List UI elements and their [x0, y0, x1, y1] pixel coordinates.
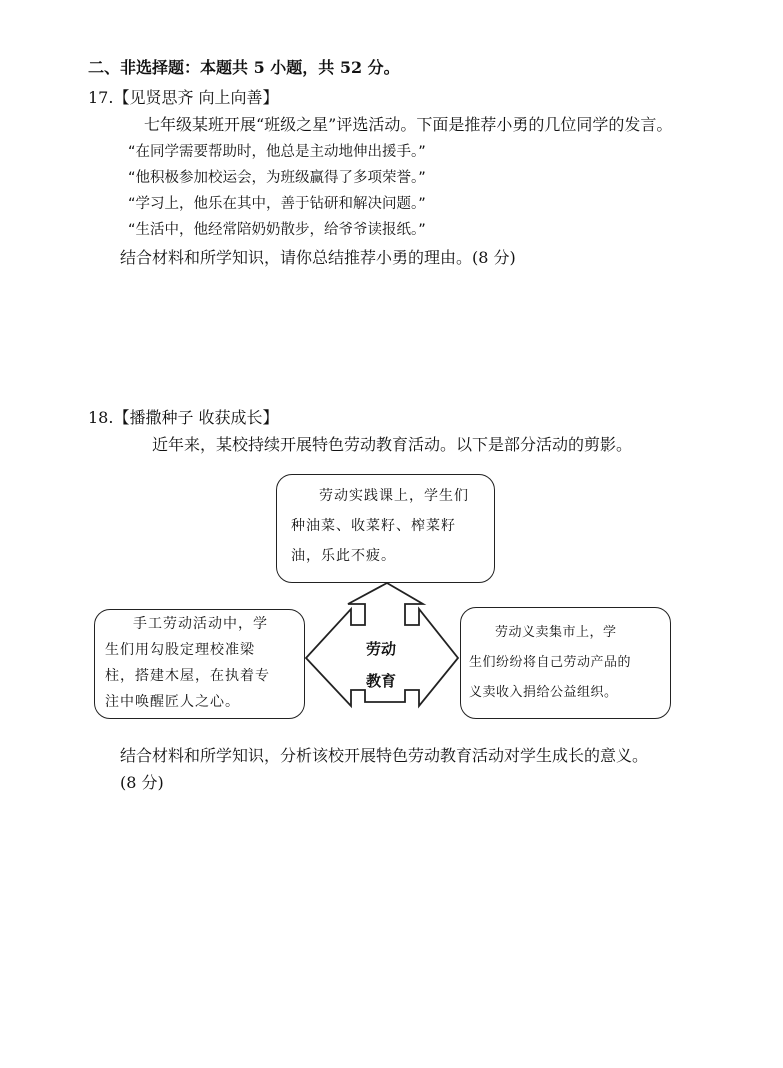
left-activity-box — [94, 609, 305, 719]
left-box-line-4: 注中唤醒匠人之心。 — [105, 694, 240, 710]
left-box-line-3: 柱，搭建木屋，在执着专 — [105, 668, 270, 684]
q17-intro: 七年级某班开展“班级之星”评选活动。下面是推荐小勇的几位同学的发言。 — [144, 115, 673, 134]
top-box-line-3: 油，乐此不疲。 — [291, 548, 396, 564]
section-heading: 二、非选择题：本题共 5 小题，共 52 分。 — [88, 58, 400, 77]
q18-intro: 近年来，某校持续开展特色劳动教育活动。以下是部分活动的剪影。 — [152, 435, 633, 454]
q17-title: 17.【见贤思齐 向上向善】 — [88, 88, 279, 107]
q17-quote-2: “他积极参加校运会，为班级赢得了多项荣誉。” — [128, 170, 426, 186]
q17-question: 结合材料和所学知识，请你总结推荐小勇的理由。(8 分) — [120, 248, 516, 267]
center-label-line2: 教育 — [366, 672, 397, 690]
center-label-line1: 劳动 — [366, 640, 397, 658]
q17-quote-1: “在同学需要帮助时，他总是主动地伸出援手。” — [128, 144, 426, 160]
q18-question-line2: (8 分) — [120, 773, 164, 792]
top-box-line-1: 劳动实践课上，学生们 — [319, 488, 469, 504]
top-activity-box — [276, 474, 495, 583]
right-box-line-1: 劳动义卖集市上，学 — [495, 625, 617, 640]
q18-title: 18.【播撒种子 收获成长】 — [88, 408, 279, 427]
right-box-line-3: 义卖收入捐给公益组织。 — [469, 685, 618, 700]
left-box-line-2: 生们用勾股定理校准梁 — [105, 642, 255, 658]
right-box-line-2: 生们纷纷将自己劳动产品的 — [469, 655, 632, 670]
q17-quote-3: “学习上，他乐在其中，善于钻研和解决问题。” — [128, 196, 426, 212]
q18-question-line1: 结合材料和所学知识，分析该校开展特色劳动教育活动对学生成长的意义。 — [120, 746, 649, 765]
right-activity-box — [460, 607, 671, 719]
q17-quote-4: “生活中，他经常陪奶奶散步，给爷爷读报纸。” — [128, 222, 426, 238]
left-box-line-1: 手工劳动活动中，学 — [133, 616, 268, 632]
top-box-line-2: 种油菜、收菜籽、榨菜籽 — [291, 518, 456, 534]
